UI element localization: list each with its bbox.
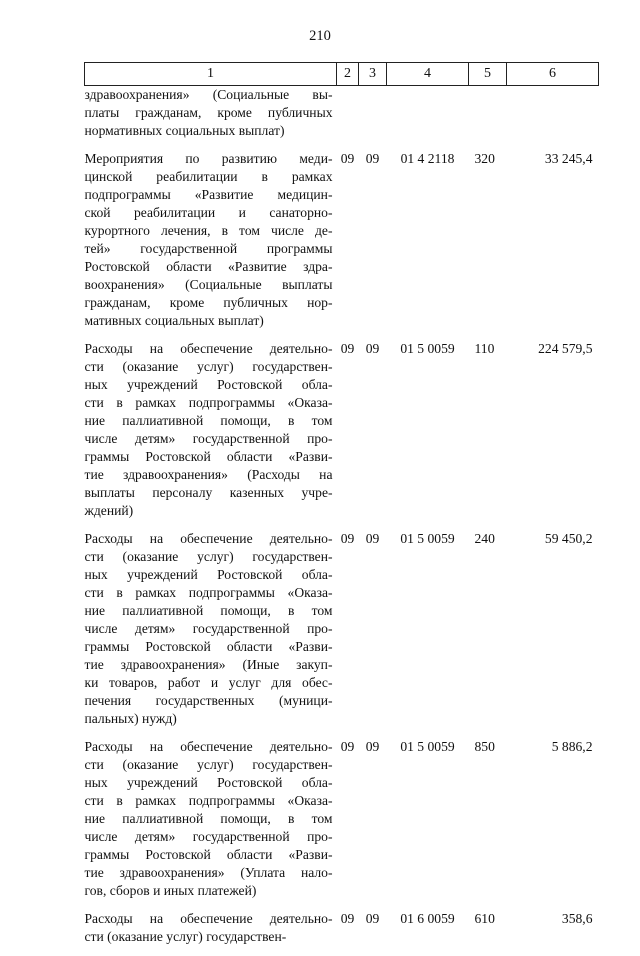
column-header-1: 1 xyxy=(85,63,337,86)
description-line: курортного лечения, в том числе де- xyxy=(85,222,333,240)
description-line: ждений) xyxy=(85,502,333,520)
description-line: здравоохранения» (Социальные вы- xyxy=(85,86,333,104)
expense-type-code xyxy=(469,86,507,151)
description-line: подпрограммы «Развитие медицин- xyxy=(85,186,333,204)
description-line: граммы Ростовской области «Разви- xyxy=(85,638,333,656)
description-line: сти (оказание услуг) государствен- xyxy=(85,548,333,566)
description-line: сти (оказание услуг) государствен- xyxy=(85,358,333,376)
column-header-3: 3 xyxy=(359,63,387,86)
table-row xyxy=(85,86,599,151)
table-row xyxy=(85,150,599,340)
section-code: 09 xyxy=(337,910,359,956)
section-code: 09 xyxy=(337,738,359,910)
target-article-code: 01 4 2118 xyxy=(387,150,469,340)
amount: 358,6 xyxy=(507,910,599,956)
description-line: ных учреждений Ростовской обла- xyxy=(85,774,333,792)
description-line: Мероприятия по развитию меди- xyxy=(85,150,333,168)
amount: 224 579,5 xyxy=(507,340,599,530)
description-line: числе детям» государственной про- xyxy=(85,828,333,846)
subsection-code: 09 xyxy=(359,738,387,910)
subsection-code: 09 xyxy=(359,150,387,340)
description-line: ние паллиативной помощи, в том xyxy=(85,810,333,828)
description-line: граммы Ростовской области «Разви- xyxy=(85,448,333,466)
description-line: сти в рамках подпрограммы «Оказа- xyxy=(85,792,333,810)
description-line: мативных социальных выплат) xyxy=(85,312,333,330)
description-line: граммы Ростовской области «Разви- xyxy=(85,846,333,864)
amount xyxy=(507,86,599,151)
description-line: Ростовской области «Развитие здра- xyxy=(85,258,333,276)
row-description xyxy=(85,340,337,530)
description-line: ние паллиативной помощи, в том xyxy=(85,412,333,430)
column-header-4: 4 xyxy=(387,63,469,86)
section-code: 09 xyxy=(337,530,359,738)
row-description xyxy=(85,86,337,151)
row-description xyxy=(85,150,337,340)
table-row xyxy=(85,340,599,530)
column-header-5: 5 xyxy=(469,63,507,86)
subsection-code: 09 xyxy=(359,530,387,738)
description-line: выплаты персоналу казенных учре- xyxy=(85,484,333,502)
description-line: цинской реабилитации в рамках xyxy=(85,168,333,186)
description-line: ской реабилитации и санаторно- xyxy=(85,204,333,222)
column-header-2: 2 xyxy=(337,63,359,86)
description-line: сти (оказание услуг) государствен- xyxy=(85,928,333,946)
table-header-row xyxy=(85,63,599,86)
description-line: ных учреждений Ростовской обла- xyxy=(85,566,333,584)
description-line: Расходы на обеспечение деятельно- xyxy=(85,738,333,756)
description-line: гов, сборов и иных платежей) xyxy=(85,882,333,900)
target-article-code: 01 5 0059 xyxy=(387,738,469,910)
expense-type-code: 320 xyxy=(469,150,507,340)
target-article-code xyxy=(387,86,469,151)
budget-table xyxy=(84,62,599,956)
row-description xyxy=(85,910,337,956)
description-line: Расходы на обеспечение деятельно- xyxy=(85,340,333,358)
page-number: 210 xyxy=(0,28,640,45)
section-code: 09 xyxy=(337,340,359,530)
target-article-code: 01 5 0059 xyxy=(387,530,469,738)
expense-type-code: 240 xyxy=(469,530,507,738)
description-line: сти в рамках подпрограммы «Оказа- xyxy=(85,394,333,412)
description-line: платы гражданам, кроме публичных xyxy=(85,104,333,122)
description-line: сти (оказание услуг) государствен- xyxy=(85,756,333,774)
table-row xyxy=(85,530,599,738)
description-line: тие здравоохранения» (Расходы на xyxy=(85,466,333,484)
description-line: воохранения» (Социальные выплаты xyxy=(85,276,333,294)
row-description xyxy=(85,530,337,738)
table-body xyxy=(85,86,599,956)
section-code: 09 xyxy=(337,150,359,340)
description-line: числе детям» государственной про- xyxy=(85,620,333,638)
subsection-code: 09 xyxy=(359,340,387,530)
description-line: тие здравоохранения» (Иные закуп- xyxy=(85,656,333,674)
amount: 59 450,2 xyxy=(507,530,599,738)
description-line: печения государственных (муници- xyxy=(85,692,333,710)
description-line: Расходы на обеспечение деятельно- xyxy=(85,530,333,548)
target-article-code: 01 6 0059 xyxy=(387,910,469,956)
table-row xyxy=(85,910,599,956)
description-line: ных учреждений Ростовской обла- xyxy=(85,376,333,394)
expense-type-code: 610 xyxy=(469,910,507,956)
target-article-code: 01 5 0059 xyxy=(387,340,469,530)
description-line: сти в рамках подпрограммы «Оказа- xyxy=(85,584,333,602)
description-line: ки товаров, работ и услуг для обес- xyxy=(85,674,333,692)
amount: 33 245,4 xyxy=(507,150,599,340)
subsection-code: 09 xyxy=(359,910,387,956)
description-line: Расходы на обеспечение деятельно- xyxy=(85,910,333,928)
description-line: нормативных социальных выплат) xyxy=(85,122,333,140)
expense-type-code: 850 xyxy=(469,738,507,910)
amount: 5 886,2 xyxy=(507,738,599,910)
description-line: тей» государственной программы xyxy=(85,240,333,258)
description-line: числе детям» государственной про- xyxy=(85,430,333,448)
description-line: пальных) нужд) xyxy=(85,710,333,728)
description-line: гражданам, кроме публичных нор- xyxy=(85,294,333,312)
description-line: ние паллиативной помощи, в том xyxy=(85,602,333,620)
section-code xyxy=(337,86,359,151)
description-line: тие здравоохранения» (Уплата нало- xyxy=(85,864,333,882)
column-header-6: 6 xyxy=(507,63,599,86)
row-description xyxy=(85,738,337,910)
expense-type-code: 110 xyxy=(469,340,507,530)
subsection-code xyxy=(359,86,387,151)
table-row xyxy=(85,738,599,910)
